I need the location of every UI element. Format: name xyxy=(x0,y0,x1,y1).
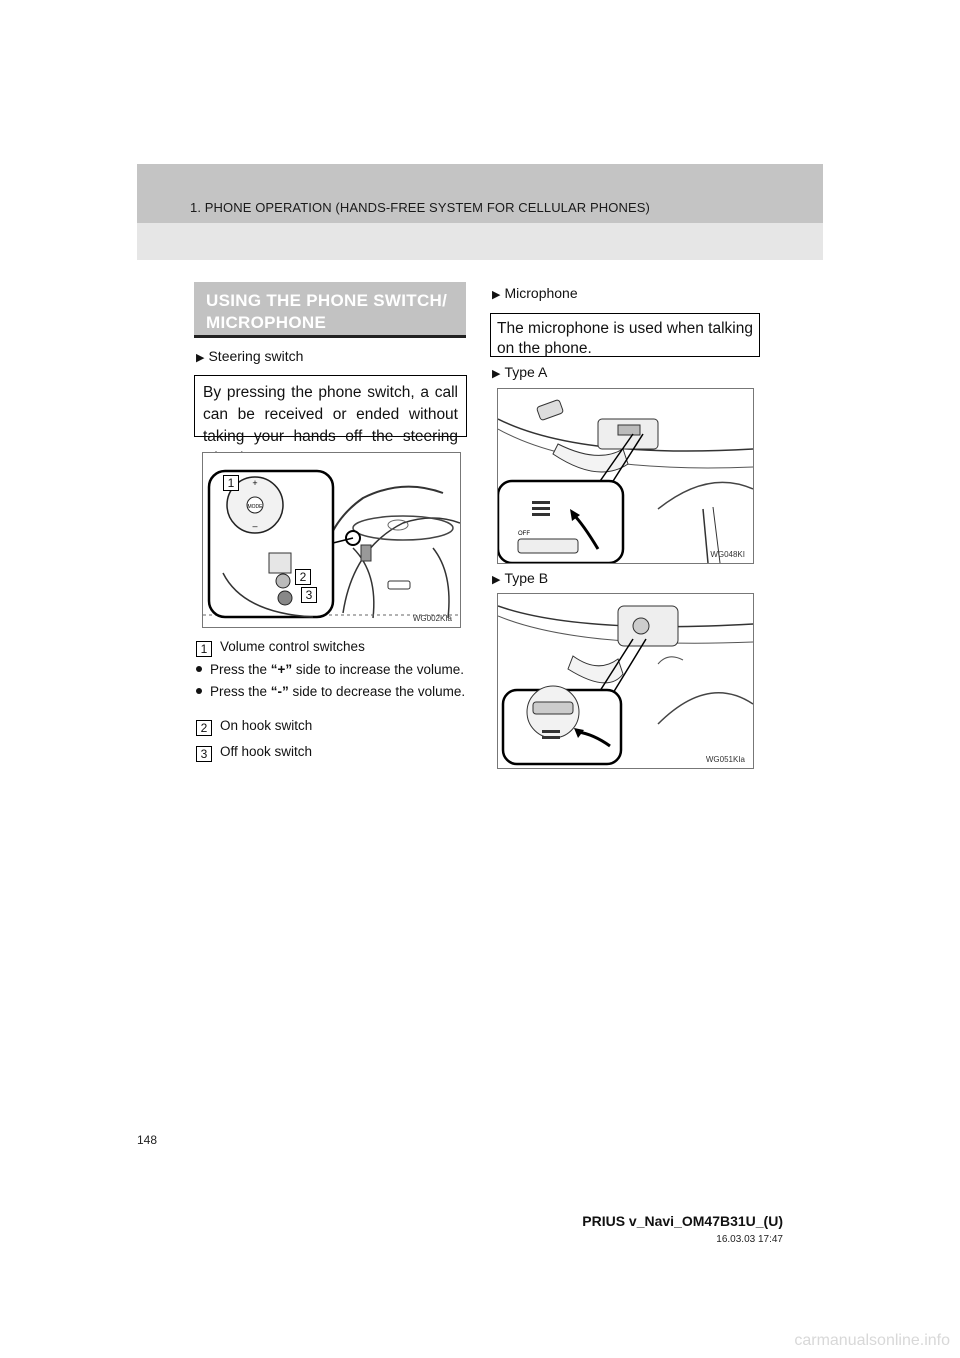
bullet-dot-icon xyxy=(196,666,202,672)
steering-switch-description: By pressing the phone switch, a call can be received or ended without taking your hands off the steering xyxy=(203,384,458,445)
svg-text:+: + xyxy=(252,478,258,488)
type-b-figure xyxy=(497,593,754,769)
triangle-bullet-icon: ▶ xyxy=(196,352,205,364)
microphone-bullet: ▶ Microphone xyxy=(492,285,578,301)
figure-code: WG048KI xyxy=(710,550,745,559)
section-heading xyxy=(194,282,466,338)
svg-text:MODE: MODE xyxy=(247,504,263,510)
microphone-description-box xyxy=(490,313,760,357)
figure-code: WG051KIa xyxy=(705,755,745,764)
dot-item-decrease: Press the “-” side to decrease the volume. xyxy=(196,683,468,701)
timestamp: 16.03.03 17:47 xyxy=(716,1234,783,1245)
triangle-bullet-icon: ▶ xyxy=(492,289,501,301)
type-a-figure xyxy=(497,388,754,564)
triangle-bullet-icon: ▶ xyxy=(492,368,501,380)
section-title-line2: MICROPHONE xyxy=(206,313,327,332)
callout-3: 3 xyxy=(301,587,317,603)
section-title-line1: USING THE PHONE SWITCH/ xyxy=(206,291,448,310)
page-number: 148 xyxy=(137,1133,158,1147)
svg-text:OFF: OFF xyxy=(518,531,530,537)
number-box-2: 2 xyxy=(196,720,212,736)
svg-text:–: – xyxy=(252,521,258,531)
bullet-dot-icon xyxy=(196,688,202,694)
chapter-title: 1. PHONE OPERATION (HANDS-FREE SYSTEM FOR CELLULAR PHONES) xyxy=(190,200,650,215)
callout-2: 2 xyxy=(295,569,311,585)
triangle-bullet-icon: ▶ xyxy=(492,574,501,586)
item-off-hook: 3 Off hook switch xyxy=(196,744,312,762)
figure-code: WG002KIa xyxy=(412,614,452,623)
dot-item-increase: Press the “+” side to increase the volume. xyxy=(196,661,468,679)
steering-wheel-illustration xyxy=(203,453,460,627)
type-b-ceiling-illustration xyxy=(498,594,753,768)
type-a-ceiling-illustration xyxy=(498,389,753,563)
steering-switch-bullet: ▶ Steering switch xyxy=(196,348,304,364)
item-volume-control: 1 Volume control switches xyxy=(196,639,365,657)
type-b-bullet: ▶ Type B xyxy=(492,570,549,586)
steering-switch-figure xyxy=(202,452,461,628)
number-box-3: 3 xyxy=(196,746,212,762)
microphone-description: The microphone is used when talking on the phone. xyxy=(497,320,753,357)
steering-switch-description-box xyxy=(194,375,467,445)
number-box-1: 1 xyxy=(196,641,212,657)
type-a-bullet: ▶ Type A xyxy=(492,364,548,380)
watermark-link[interactable]: carmanualsonline.info xyxy=(794,1332,950,1349)
item-on-hook: 2 On hook switch xyxy=(196,718,312,736)
document-id: PRIUS v_Navi_OM47B31U_(U) xyxy=(582,1213,783,1229)
callout-1: 1 xyxy=(223,475,239,491)
